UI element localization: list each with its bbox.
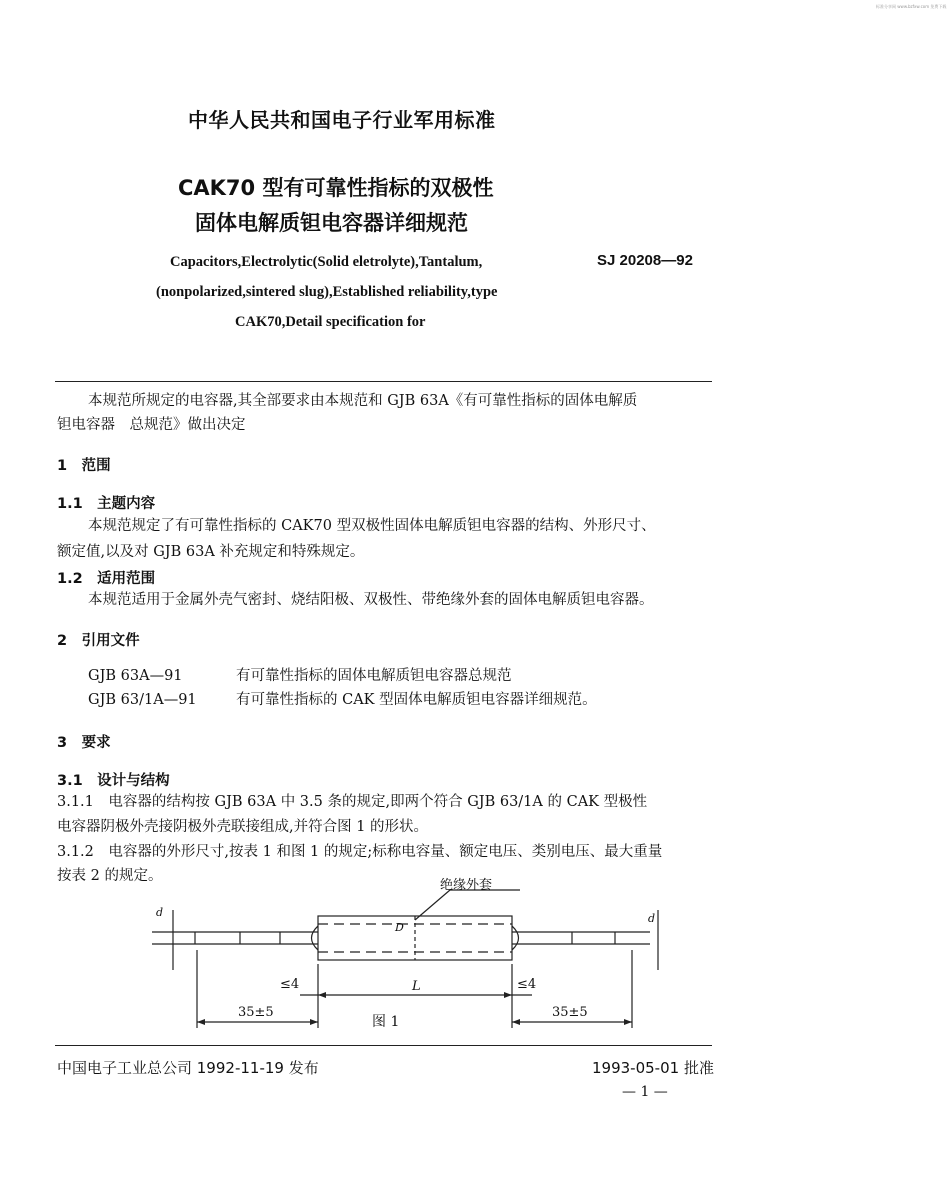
header-rule bbox=[55, 381, 712, 382]
ref-code-2: GJB 63/1A—91 bbox=[88, 692, 197, 708]
section-1-1-heading: 1.1 主题内容 bbox=[57, 496, 156, 512]
ref-title-1: 有可靠性指标的固体电解质钽电容器总规范 bbox=[236, 668, 512, 684]
footer-rule bbox=[55, 1045, 712, 1046]
footer-publisher: 中国电子工业总公司 1992-11-19 发布 bbox=[57, 1059, 319, 1077]
figure-lead-gap-left: ≤4 bbox=[280, 977, 300, 992]
section-3-1-2-line2: 按表 2 的规定。 bbox=[57, 868, 163, 884]
section-2-heading: 2 引用文件 bbox=[57, 633, 140, 649]
figure-body-mark: D bbox=[395, 921, 404, 934]
ref-code-1: GJB 63A—91 bbox=[88, 668, 183, 684]
section-3-1-1-line2: 电容器阴极外壳接阴极外壳联接组成,并符合图 1 的形状。 bbox=[57, 819, 429, 835]
intro-line2: 钽电容器 总规范》做出决定 bbox=[57, 417, 246, 433]
section-3-1-heading: 3.1 设计与结构 bbox=[57, 773, 170, 789]
figure-caption: 图 1 bbox=[372, 1014, 400, 1030]
figure-lead-len-right: 35±5 bbox=[552, 1005, 588, 1020]
figure-dia-mark-right: d bbox=[648, 912, 656, 925]
section-1-heading: 1 范围 bbox=[57, 458, 111, 474]
english-title-line1: Capacitors,Electrolytic(Solid eletrolyte),Tantalum, bbox=[170, 254, 483, 270]
section-1-1-line1: 本规范规定了有可靠性指标的 CAK70 型双极性固体电解质钽电容器的结构、外形尺寸、 bbox=[88, 518, 656, 534]
english-title-line2: (nonpolarized,sintered slug),Established reliability,type bbox=[156, 284, 498, 300]
section-3-1-2-line1: 3.1.2 电容器的外形尺寸,按表 1 和图 1 的规定;标称电容量、额定电压、类别电压、最大重量 bbox=[57, 844, 663, 860]
figure-lead-len-left: 35±5 bbox=[238, 1005, 274, 1020]
org-title: 中华人民共和国电子行业军用标准 bbox=[188, 108, 496, 132]
footer-approval: 1993-05-01 批准 bbox=[592, 1059, 714, 1077]
ref-title-2: 有可靠性指标的 CAK 型固体电解质钽电容器详细规范。 bbox=[236, 692, 597, 708]
figure-lead-gap-right: ≤4 bbox=[517, 977, 537, 992]
doc-title-line2: 固体电解质钽电容器详细规范 bbox=[195, 211, 468, 235]
figure-length-label: L bbox=[412, 979, 421, 994]
standard-number: SJ 20208—92 bbox=[597, 252, 693, 269]
page-number: — 1 — bbox=[622, 1084, 668, 1100]
english-title-line3: CAK70,Detail specification for bbox=[235, 314, 426, 330]
section-1-2-line1: 本规范适用于金属外壳气密封、烧结阳极、双极性、带绝缘外套的固体电解质钽电容器。 bbox=[88, 592, 654, 608]
section-1-1-line2: 额定值,以及对 GJB 63A 补充规定和特殊规定。 bbox=[57, 544, 365, 560]
section-3-heading: 3 要求 bbox=[57, 735, 111, 751]
intro-line1: 本规范所规定的电容器,其全部要求由本规范和 GJB 63A《有可靠性指标的固体电解质 bbox=[88, 393, 638, 409]
doc-title-line1: CAK70 型有可靠性指标的双极性 bbox=[178, 176, 494, 200]
section-1-2-heading: 1.2 适用范围 bbox=[57, 571, 156, 587]
figure-sleeve-label: 绝缘外套 bbox=[440, 878, 493, 893]
figure-dia-mark-left: d bbox=[156, 906, 164, 919]
section-3-1-1-line1: 3.1.1 电容器的结构按 GJB 63A 中 3.5 条的规定,即两个符合 GJB 63/1A 的 CAK 型极性 bbox=[57, 794, 648, 810]
watermark-text: 标准分享网 www.bzfxw.com 免费下载 bbox=[876, 4, 947, 9]
